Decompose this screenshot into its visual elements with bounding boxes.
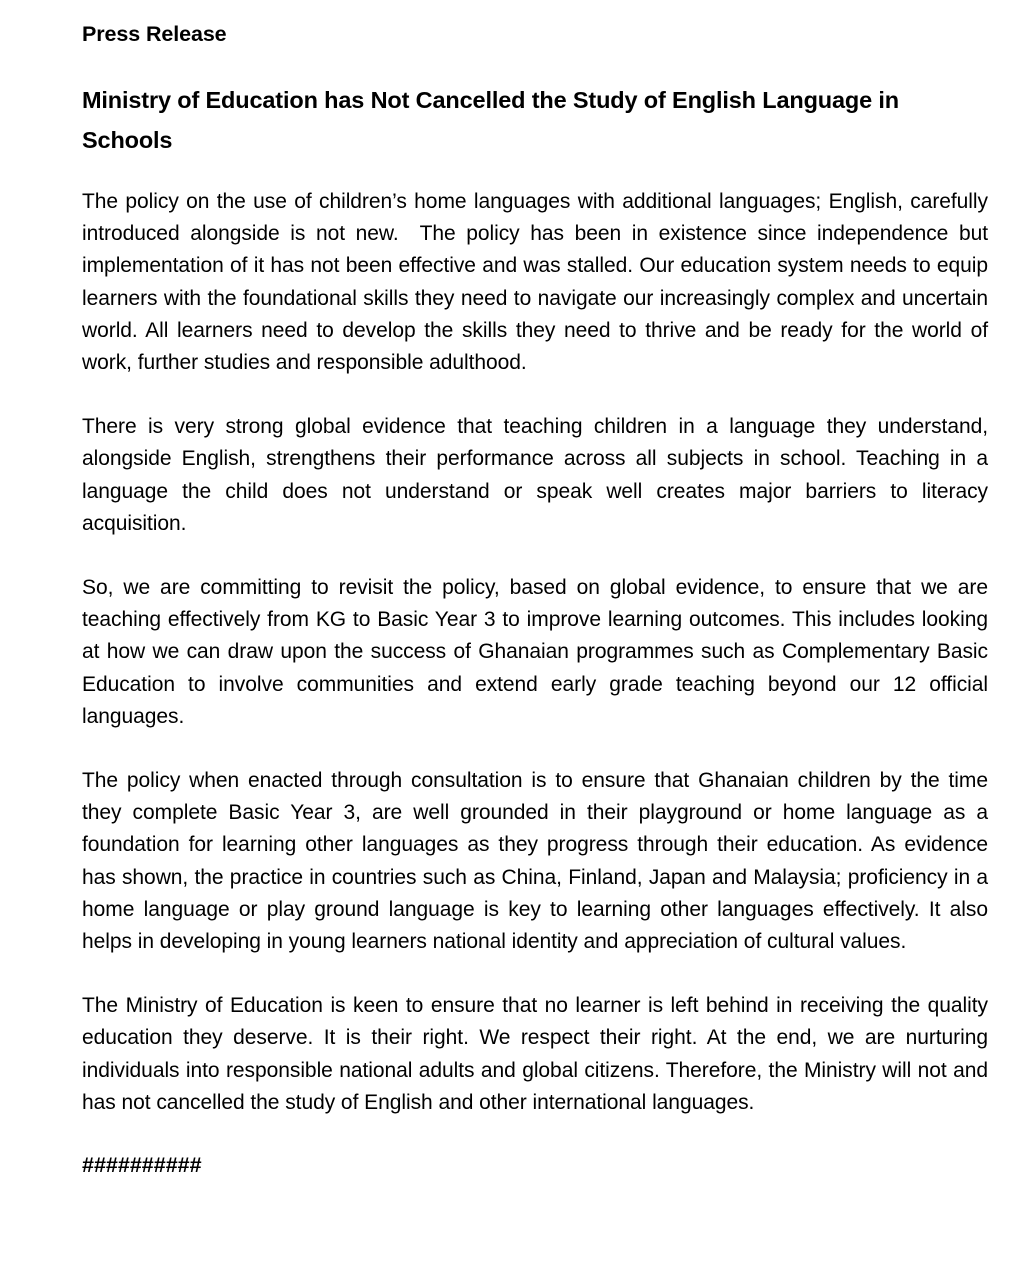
page-title: Ministry of Education has Not Cancelled the Study of English Language in Schools [82, 87, 899, 153]
body-paragraph: The Ministry of Education is keen to ensure that no learner is left behind in receiving the quality education they deserve. It is their right. We respect their right. At the end, we are nurturing individuals into responsible national adults and global citizens. Therefore, the Ministry will not and has not cancelled the study of English and other international languages. [82, 994, 994, 1114]
body-paragraph: The policy when enacted through consultation is to ensure that Ghanaian children by the time they complete Basic Year 3, are well grounded in their playground or home language as a foundation for learning other languages as they progress through their education. As evidence has shown, the practice in countries such as China, Finland, Japan and Malaysia; proficiency in a home language or play ground language is key to learning other languages effectively. It also helps in developing in young learners national identity and appreciation of cultural values. [82, 769, 994, 954]
body-paragraph: The policy on the use of children’s home languages with additional languages; English, carefully introduced alongside is not new. The policy has been in existence since independence but implementation of it has not been effective and was stalled. Our education system needs to equip learners with the foundational skills they need to navigate our increasingly complex and uncertain world. All learners need to develop the skills they need to thrive and be ready for the world of work, further studies and responsible adulthood. [82, 190, 994, 375]
body-paragraph: So, we are committing to revisit the policy, based on global evidence, to ensure that we are teaching effectively from KG to Basic Year 3 to improve learning outcomes. This includes looking at how we can draw upon the success of Ghanaian programmes such as Complementary Basic Education to involve communities and extend early grade teaching beyond our 12 official languages. [82, 576, 994, 728]
end-of-release-marker: ########## [82, 1153, 202, 1178]
document-type-label: Press Release [82, 22, 227, 46]
document-body [82, 186, 994, 1119]
body-paragraph: There is very strong global evidence that teaching children in a language they understand, alongside English, strengthens their performance across all subjects in school. Teaching in a language the child does not understand or speak well creates major barriers to literacy acquisition. [82, 415, 994, 535]
